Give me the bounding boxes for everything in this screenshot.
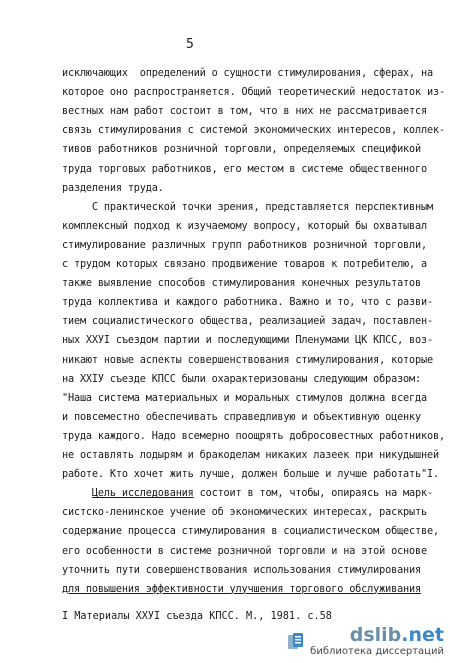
watermark-name-main: dslib bbox=[349, 624, 402, 646]
text-line: связь стимулирования с системой экономических интересов, коллек- bbox=[62, 125, 445, 137]
watermark bbox=[286, 626, 444, 657]
text-line: "Наша система материальных и моральных стимулов должна всегда bbox=[62, 392, 427, 404]
text-line: и повсеместно обеспечивать справедливую и объективную оценку bbox=[62, 411, 422, 423]
text-line: работе. Кто хочет жить лучше, должен больше и лучше работать"I. bbox=[62, 469, 439, 481]
text-line: вестных нам работ состоит в том, что в них не рассматривается bbox=[62, 106, 427, 118]
page-number: 5 bbox=[186, 37, 194, 52]
text-line: комплексный подход к изучаемому вопросу, который бы охватывал bbox=[62, 220, 427, 232]
text-line: на XXIУ съезде КПСС были охарактеризованы следующим образом: bbox=[62, 373, 422, 385]
text-line: исключающих определений о сущности стимулирования, сферах, на bbox=[62, 68, 433, 79]
text-line: которое оно распространяется. Общий теоретический недостаток из- bbox=[62, 87, 445, 99]
watermark-name bbox=[350, 626, 444, 645]
text-line: С практической точки зрения, представляется перспективным bbox=[62, 201, 433, 213]
text-line: труда торговых работников, его местом в системе общественного bbox=[62, 163, 427, 175]
footnote: I Материалы XXУI съезда КПСС. М., 1981. с.58 bbox=[62, 610, 332, 622]
text-line: разделения труда. bbox=[62, 182, 164, 194]
text-line: никают новые аспекты совершенствования стимулирования, которые bbox=[62, 354, 433, 366]
text-line: для повышения эффективности улучшения торгового обслуживания bbox=[62, 583, 422, 595]
watermark-name-tld: .net bbox=[401, 624, 444, 646]
text-line: труда каждого. Надо всемерно поощрять добросовестных работников, bbox=[62, 430, 445, 442]
text-line: ных XXУI съездом партии и последующими Пленумами ЦК КПСС, воз- bbox=[62, 335, 433, 347]
text-line: стимулирование различных групп работников розничной торговли, bbox=[62, 239, 427, 251]
text-line: содержание процесса стимулирования в социалистическом обществе, bbox=[62, 526, 439, 538]
text-line: труда коллектива и каждого работника. Важно и то, что с разви- bbox=[62, 297, 433, 309]
text-line-goal: Цель исследования состоит в том, чтобы, опираясь на марк- bbox=[91, 488, 433, 500]
text-line: его особенности в системе розничной торговли и на этой основе bbox=[62, 545, 427, 557]
text-line: не оставлять лодырям и бракоделам никаких лазеек при никудышней bbox=[62, 450, 439, 461]
dslib-logo-icon bbox=[286, 631, 306, 653]
text-line: тием социалистического общества, реализацией задач, поставлен- bbox=[62, 316, 433, 328]
text-line: уточнить пути совершенствования использования стимулирования bbox=[62, 564, 422, 576]
watermark-subtitle: библиотека диссертаций bbox=[310, 646, 444, 657]
text-line: с трудом которых связано продвижение товаров к потребителю, а bbox=[62, 259, 427, 270]
text-line: тивов работников розничной торговли, определяемых спецификой bbox=[62, 144, 422, 156]
goal-heading: Цель исследования bbox=[91, 488, 194, 500]
text-line: также выявление способов стимулирования конечных результатов bbox=[62, 278, 422, 290]
text-line: систско-ленинское учение об экономических интересах, раскрыть bbox=[62, 507, 427, 519]
